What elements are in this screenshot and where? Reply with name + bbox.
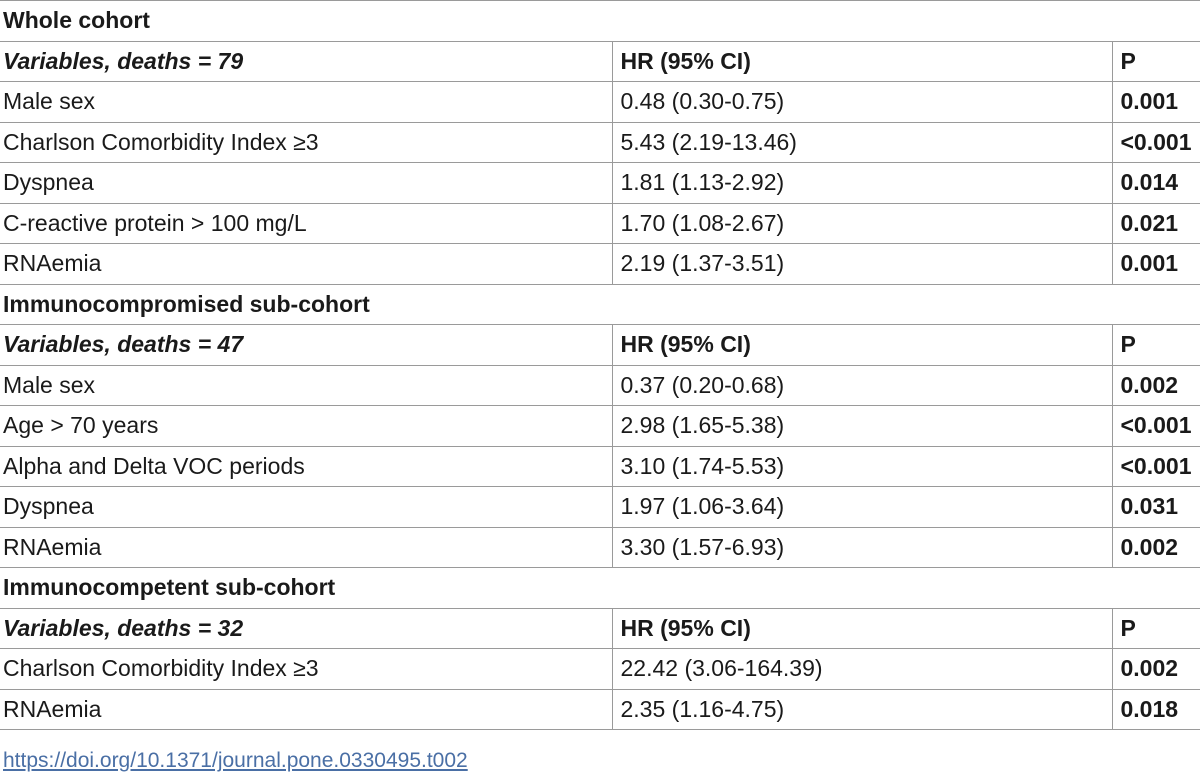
p-value-cell: 0.002 — [1112, 649, 1200, 690]
variable-cell: C-reactive protein > 100 mg/L — [0, 203, 612, 244]
hr-cell: 0.48 (0.30-0.75) — [612, 82, 1112, 123]
column-header-row — [0, 608, 1200, 649]
hr-column-header: HR (95% CI) — [612, 41, 1112, 82]
hr-cell: 2.98 (1.65-5.38) — [612, 406, 1112, 447]
hr-cell: 2.19 (1.37-3.51) — [612, 244, 1112, 285]
hr-column-header: HR (95% CI) — [612, 325, 1112, 366]
p-value-cell: 0.031 — [1112, 487, 1200, 528]
table-row — [0, 163, 1200, 204]
variable-cell: Dyspnea — [0, 163, 612, 204]
variable-cell: Charlson Comorbidity Index ≥3 — [0, 122, 612, 163]
variable-cell: Dyspnea — [0, 487, 612, 528]
hr-column-header: HR (95% CI) — [612, 608, 1112, 649]
hr-cell: 2.35 (1.16-4.75) — [612, 689, 1112, 730]
section-title: Immunocompetent sub-cohort — [0, 568, 1200, 609]
variable-cell: Age > 70 years — [0, 406, 612, 447]
variables-header: Variables, deaths = 32 — [0, 608, 612, 649]
section-title-row — [0, 568, 1200, 609]
p-value-cell: 0.001 — [1112, 82, 1200, 123]
p-value-cell: 0.002 — [1112, 365, 1200, 406]
p-value-cell: 0.014 — [1112, 163, 1200, 204]
p-value-cell: <0.001 — [1112, 446, 1200, 487]
p-column-header: P — [1112, 41, 1200, 82]
hr-cell: 22.42 (3.06-164.39) — [612, 649, 1112, 690]
table-row — [0, 406, 1200, 447]
hr-cell: 3.30 (1.57-6.93) — [612, 527, 1112, 568]
section-title-row — [0, 1, 1200, 42]
table-row — [0, 122, 1200, 163]
p-value-cell: 0.002 — [1112, 527, 1200, 568]
table-row — [0, 446, 1200, 487]
variable-cell: Charlson Comorbidity Index ≥3 — [0, 649, 612, 690]
section-title: Whole cohort — [0, 1, 1200, 42]
p-value-cell: <0.001 — [1112, 122, 1200, 163]
column-header-row — [0, 41, 1200, 82]
p-column-header: P — [1112, 325, 1200, 366]
variable-cell: Male sex — [0, 82, 612, 123]
variable-cell: Male sex — [0, 365, 612, 406]
hr-cell: 3.10 (1.74-5.53) — [612, 446, 1112, 487]
table-row — [0, 82, 1200, 123]
section-title-row — [0, 284, 1200, 325]
p-value-cell: 0.001 — [1112, 244, 1200, 285]
p-column-header: P — [1112, 608, 1200, 649]
column-header-row — [0, 325, 1200, 366]
table-row — [0, 689, 1200, 730]
hr-cell: 1.97 (1.06-3.64) — [612, 487, 1112, 528]
table-row — [0, 527, 1200, 568]
p-value-cell: 0.018 — [1112, 689, 1200, 730]
variables-header: Variables, deaths = 79 — [0, 41, 612, 82]
hr-cell: 1.81 (1.13-2.92) — [612, 163, 1112, 204]
hr-cell: 1.70 (1.08-2.67) — [612, 203, 1112, 244]
variable-cell: RNAemia — [0, 527, 612, 568]
table-row — [0, 649, 1200, 690]
hr-cell: 5.43 (2.19-13.46) — [612, 122, 1112, 163]
section-title: Immunocompromised sub-cohort — [0, 284, 1200, 325]
variable-cell: Alpha and Delta VOC periods — [0, 446, 612, 487]
table-row — [0, 244, 1200, 285]
p-value-cell: 0.021 — [1112, 203, 1200, 244]
variable-cell: RNAemia — [0, 689, 612, 730]
doi-link[interactable]: https://doi.org/10.1371/journal.pone.0330495.t002 — [3, 749, 468, 772]
table-row — [0, 203, 1200, 244]
table-row — [0, 365, 1200, 406]
p-value-cell: <0.001 — [1112, 406, 1200, 447]
variables-header: Variables, deaths = 47 — [0, 325, 612, 366]
table-row — [0, 487, 1200, 528]
hr-cell: 0.37 (0.20-0.68) — [612, 365, 1112, 406]
variable-cell: RNAemia — [0, 244, 612, 285]
